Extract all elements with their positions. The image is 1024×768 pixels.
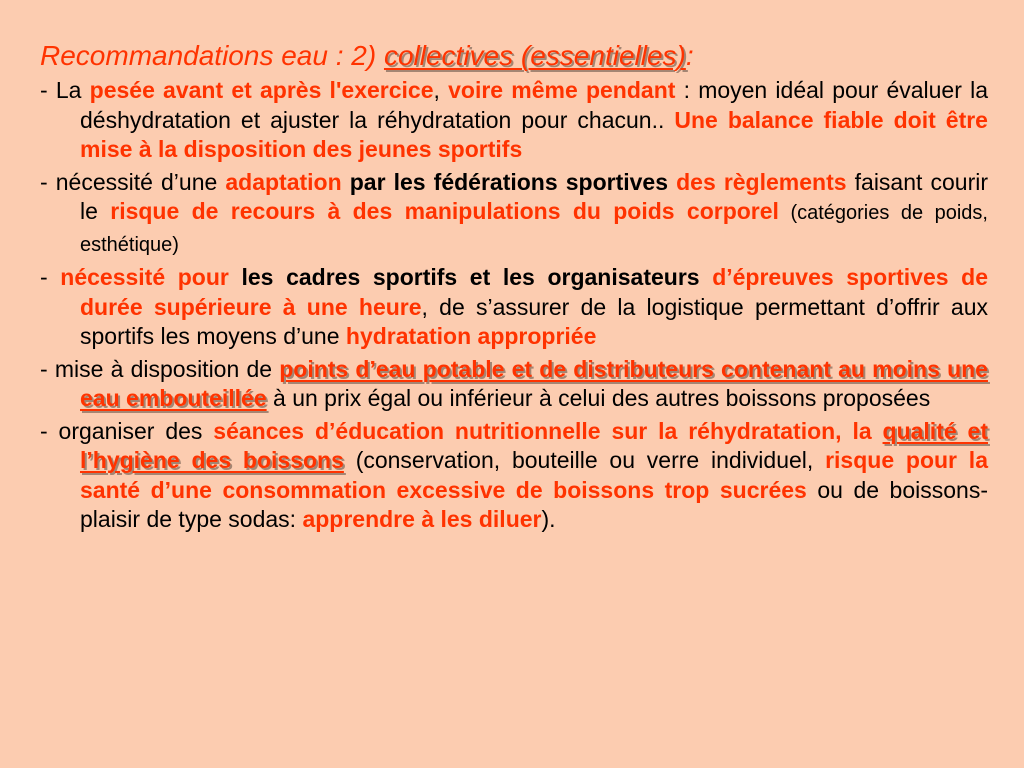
bullet-text: ). — [541, 506, 556, 532]
bullet-water-points — [40, 355, 988, 414]
bullet-text: (catégories de poids, esthétique) — [80, 202, 988, 256]
highlight-text: risque de recours à des manipulations du poids corporel — [110, 198, 779, 224]
title-suffix: : — [685, 40, 694, 71]
bold-text: par les fédérations sportives — [341, 168, 669, 195]
bullet-text: à un prix égal ou inférieur à celui des autres boissons proposées — [266, 385, 931, 411]
bullet-adaptation — [40, 168, 988, 261]
highlight-text: Une balance fiable doit être mise à la disposition des jeunes sportifs — [80, 106, 988, 162]
bullet-text: , de s’assurer de la logistique permettant d’offrir aux sportifs les moyens d’une — [80, 293, 988, 349]
highlight-text: des règlements — [668, 168, 847, 195]
bullet-text: - mise à disposition de — [40, 355, 280, 382]
bullet-text: (conservation, bouteille ou verre individuel, — [343, 447, 826, 473]
highlight-text: voire même pendant — [448, 77, 676, 103]
bullet-text: - La — [40, 77, 90, 103]
bullet-text: ou de boissons-plaisir de type sodas: — [80, 476, 988, 532]
bold-text: les cadres sportifs et les organisateurs — [228, 264, 713, 290]
highlight-underlined-text: points d’eau potable et de distributeurs contenant au moins une eau embouteillée — [80, 355, 988, 411]
bullet-text: - — [40, 264, 61, 290]
highlight-underlined-text: qualité et l’hygiène des boissons — [80, 417, 988, 473]
bullet-text: faisant courir le — [80, 168, 988, 224]
bullet-organisers — [40, 263, 988, 352]
bullet-education — [40, 417, 988, 535]
highlight-text: adaptation — [225, 168, 342, 195]
bullet-text: , — [433, 77, 449, 103]
bullet-text: - organiser des — [40, 417, 214, 444]
highlight-text: pesée avant et après l'exercice — [89, 77, 434, 103]
highlight-text: nécessité pour — [60, 264, 229, 290]
title-prefix: Recommandations eau : 2) — [40, 40, 384, 71]
slide-title — [40, 38, 988, 74]
bullet-weighing — [40, 76, 988, 165]
highlight-text: hydratation appropriée — [345, 323, 597, 349]
title-underlined: collectives (essentielles) — [383, 40, 686, 71]
bullet-text: : moyen idéal pour évaluer la déshydratation et ajuster la réhydratation pour chacun.. — [80, 77, 988, 133]
highlight-text: risque pour la santé d’une consommation excessive de boissons trop sucrées — [80, 447, 988, 503]
highlight-text: séances d’éducation nutritionnelle sur la réhydratation, la — [213, 417, 883, 444]
bullet-text: - nécessité d’une — [40, 168, 226, 195]
highlight-text: d’épreuves sportives de durée supérieure à une heure — [80, 264, 988, 320]
highlight-text: apprendre à les diluer — [302, 506, 542, 532]
